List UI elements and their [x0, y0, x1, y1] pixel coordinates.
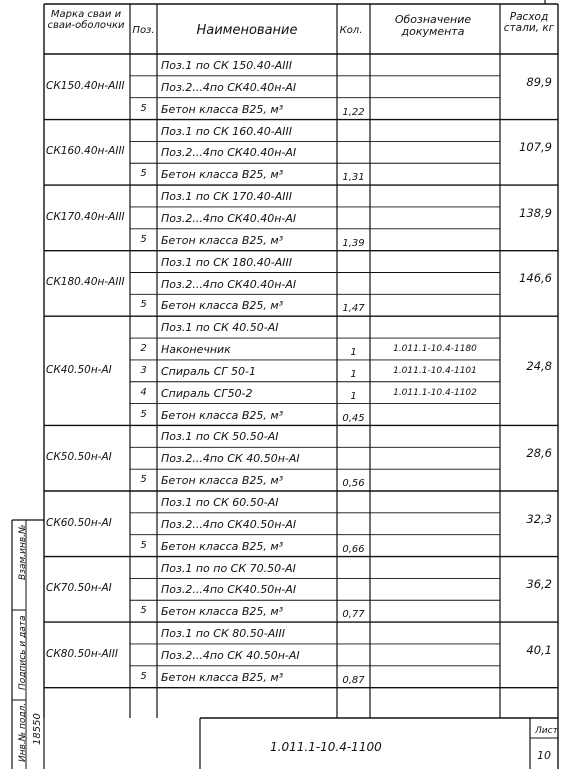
row-pos: 5 — [140, 670, 147, 682]
row-pos: 5 — [140, 102, 147, 114]
row-pos: 5 — [140, 474, 147, 486]
header-mass: Расход стали, кг — [503, 11, 555, 35]
group-mark: СК60.50н-АI — [46, 516, 112, 529]
row-name: Поз.1 по СК 40.50-АI — [161, 321, 279, 335]
row-qty: 0,77 — [342, 609, 365, 621]
row-qty: 1,39 — [342, 237, 365, 249]
margin-replace-label: Взам.инв.№ — [18, 524, 28, 580]
stamp-sheet-label: Лист — [535, 726, 558, 736]
row-pos: 5 — [140, 299, 147, 311]
group-mark: СК170.40н-АIII — [46, 210, 125, 223]
row-name: Поз.2...4по СК40.40н-АI — [161, 277, 297, 291]
margin-inv-value: 18550 — [32, 713, 43, 745]
group-mark: СК40.50н-АI — [46, 363, 112, 376]
row-name: Бетон класса В25, м³ — [161, 102, 284, 116]
group-mass: 40,1 — [526, 642, 552, 657]
row-qty: 1 — [350, 390, 357, 402]
row-name: Поз.1 по СК 160.40-АIII — [161, 124, 292, 138]
header-mark: Марка сваи и сваи-оболочки — [47, 9, 125, 31]
group-mark: СК80.50н-АIII — [46, 647, 118, 660]
row-name: Поз.2...4по СК40.50н-АI — [161, 517, 297, 531]
margin-sign-label: Подпись и дата — [18, 615, 28, 690]
row-pos: 2 — [140, 343, 147, 355]
row-name: Наконечник — [161, 343, 231, 357]
group-mass: 107,9 — [519, 140, 552, 155]
row-pos: 5 — [140, 233, 147, 245]
row-qty: 1,31 — [342, 172, 365, 184]
row-name: Спираль СГ50-2 — [161, 386, 253, 400]
row-doc: 1.011.1-10.4-1180 — [393, 344, 477, 355]
row-name: Спираль СГ 50-1 — [161, 364, 257, 378]
row-qty: 1,47 — [342, 303, 365, 315]
row-qty: 0,45 — [342, 412, 365, 424]
row-name: Поз.2...4по СК40.40н-АI — [161, 80, 297, 94]
row-name: Бетон класса В25, м³ — [161, 408, 284, 422]
row-name: Поз.1 по СК 170.40-АIII — [161, 190, 292, 204]
row-name: Бетон класса В25, м³ — [161, 605, 284, 619]
row-qty: 1 — [350, 368, 357, 380]
row-pos: 5 — [140, 539, 147, 551]
group-mass: 32,3 — [526, 511, 552, 526]
row-name: Поз.2...4по СК40.50н-АI — [161, 583, 297, 597]
header-name: Наименование — [196, 23, 298, 38]
group-mark: СК160.40н-АIII — [46, 145, 125, 158]
row-name: Поз.1 по СК 180.40-АIII — [161, 255, 292, 269]
stamp-designation: 1.011.1-10.4-1100 — [270, 740, 382, 754]
row-name: Поз.1 по СК 50.50-АI — [161, 430, 279, 444]
row-pos: 5 — [140, 605, 147, 617]
row-doc: 1.011.1-10.4-1102 — [393, 387, 477, 398]
row-name: Поз.1 по по СК 70.50-АI — [161, 561, 296, 575]
row-qty: 1 — [350, 347, 357, 359]
row-doc: 1.011.1-10.4-1101 — [393, 365, 477, 376]
row-pos: 5 — [140, 408, 147, 420]
row-pos: 4 — [140, 386, 147, 398]
row-pos: 5 — [140, 168, 147, 180]
group-mass: 28,6 — [526, 446, 552, 461]
row-name: Поз.2...4по СК 40.50н-АI — [161, 452, 300, 466]
row-name: Поз.2...4по СК40.40н-АI — [161, 211, 297, 225]
group-mass: 24,8 — [526, 358, 552, 373]
group-mark: СК70.50н-АI — [46, 582, 112, 595]
group-mass: 146,6 — [519, 271, 552, 286]
group-mark: СК180.40н-АIII — [46, 276, 125, 289]
group-mass: 89,9 — [526, 74, 552, 89]
row-name: Бетон класса В25, м³ — [161, 474, 284, 488]
row-name: Бетон класса В25, м³ — [161, 539, 284, 553]
header-doc: Обозначение документа — [394, 13, 472, 38]
row-name: Поз.2...4по СК 40.50н-АI — [161, 648, 300, 662]
row-name: Бетон класса В25, м³ — [161, 299, 284, 313]
group-mark: СК50.50н-АI — [46, 451, 112, 464]
row-qty: 0,66 — [342, 543, 365, 555]
stamp-sheet-number: 10 — [537, 749, 551, 762]
row-name: Поз.1 по СК 60.50-АI — [161, 496, 279, 509]
row-qty: 1,22 — [342, 106, 365, 118]
group-mass: 138,9 — [519, 205, 552, 220]
row-qty: 0,56 — [342, 478, 365, 490]
group-mass: 36,2 — [526, 577, 552, 592]
row-name: Поз.2...4по СК40.40н-АI — [161, 146, 297, 160]
row-qty: 0,87 — [342, 674, 365, 686]
group-mark: СК150.40н-АIII — [46, 79, 125, 92]
row-name: Бетон класса В25, м³ — [161, 233, 284, 247]
row-pos: 3 — [140, 364, 147, 376]
row-name: Поз.1 по СК 80.50-АIII — [161, 627, 285, 641]
margin-inv-label: Инв.№ подл. — [18, 702, 28, 762]
header-qty: Кол. — [339, 25, 363, 36]
header-pos: Поз. — [132, 25, 155, 36]
row-name: Бетон класса В25, м³ — [161, 670, 284, 684]
row-name: Бетон класса В25, м³ — [161, 168, 284, 182]
row-name: Поз.1 по СК 150.40-АIII — [161, 59, 292, 72]
